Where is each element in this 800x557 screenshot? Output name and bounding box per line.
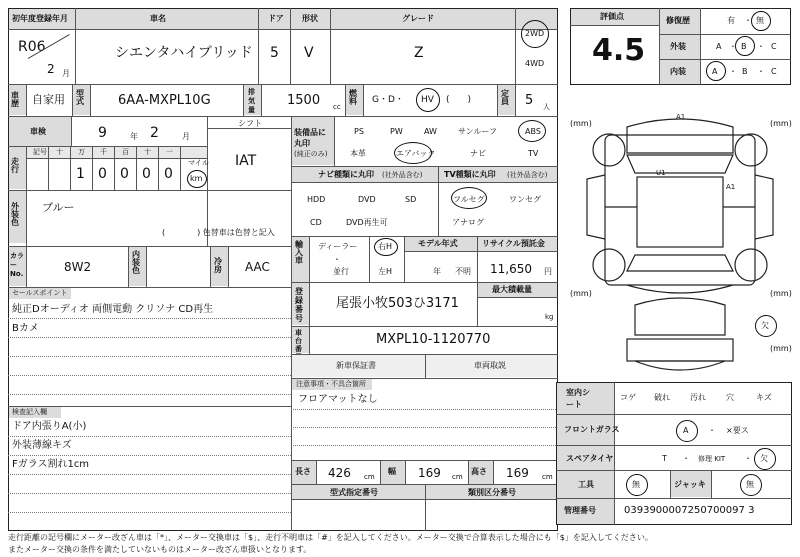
mileage-unit: 十 [56, 148, 63, 156]
model-year-unit: 年 [433, 267, 441, 276]
label-tv-sub: (社外品含む) [507, 171, 548, 179]
reg-era: R06 [18, 39, 46, 55]
label-interior-color: 内装色 [132, 250, 140, 275]
fullseg-circle [451, 187, 487, 209]
capacity-value: 5 [525, 93, 534, 108]
label-navi: ナビ種類に丸印 [318, 170, 374, 179]
label-chassis: 車台番 [295, 329, 302, 353]
use-value: 自家用 [32, 93, 65, 106]
abs-circle [518, 120, 546, 142]
label-shift: シフト [238, 119, 262, 128]
doors-value: 5 [270, 45, 279, 61]
ext-sep1: ・ [729, 42, 737, 51]
label-recycle: リサイクル預託金 [482, 239, 545, 248]
label-car-name: 車名 [150, 14, 166, 23]
max-load-kg: kg [545, 313, 554, 321]
reg-month-unit: 月 [62, 69, 70, 78]
label-notes: 注意事項・不具合箇所 [296, 380, 366, 388]
mm-bottom-left: (mm) [570, 289, 592, 298]
label-sales-point: セールスポイント [12, 289, 68, 297]
int-a: A [712, 67, 718, 76]
mileage-unit: 一 [166, 148, 173, 156]
shape-value: V [304, 45, 314, 61]
label-category: 類別区分番号 [468, 488, 516, 497]
label-first-reg: 初年度登録年月 [12, 14, 68, 23]
registration-value: 尾張小牧503ひ3171 [336, 296, 459, 311]
mileage-unit: 百 [122, 148, 129, 156]
tools-value: 無 [632, 480, 640, 489]
equipment-item: エアバック [396, 149, 436, 158]
length-value: 426 [328, 466, 351, 480]
mark-a1-side: A1 [726, 183, 736, 191]
seat-option: 穴 [726, 393, 734, 402]
seat-option: キズ [756, 393, 772, 402]
label-equipment: 装備品に丸印 [294, 128, 326, 148]
spare-ketsu: 欠 [760, 454, 768, 463]
label-repair: 修復歴 [666, 16, 690, 25]
label-equipment-sub: (純正のみ) [294, 150, 328, 158]
width-unit: cm [452, 473, 463, 481]
drive-4wd: 4WD [525, 59, 545, 68]
navi-cd: CD [310, 218, 322, 227]
tv-fullseg: フルセグ [453, 195, 485, 204]
equipment-item: 本革 [350, 149, 366, 158]
height-unit: cm [542, 473, 553, 481]
insp-year: 9 [98, 125, 107, 141]
mileage-digit: 0 [98, 166, 107, 182]
int-sep1: ・ [729, 67, 737, 76]
model-year-unknown: 不明 [455, 267, 471, 276]
repair-yes: 有 [727, 16, 735, 25]
navi-sd: SD [405, 195, 417, 204]
repair-sep: ・ [744, 16, 752, 25]
equipment-item: ナビ [470, 149, 486, 158]
sales-line-1: 純正Dオーディオ 両側電動 クリソナ CD再生 [12, 304, 214, 315]
reg-month: 2 [47, 62, 55, 76]
chassis-value: MXPL10-1120770 [376, 332, 491, 347]
mark-ketsu: 欠 [761, 321, 769, 330]
label-windshield: フロントガラス [564, 425, 620, 434]
label-shape: 形状 [302, 14, 318, 23]
insp-month-unit: 月 [182, 132, 190, 141]
spare-t: T [662, 454, 667, 463]
mm-bottom-right: (mm) [770, 289, 792, 298]
label-tv: TV種類に丸印 [444, 170, 496, 179]
seat-option: 破れ [654, 393, 670, 402]
airbag-circle [394, 142, 432, 164]
mark-u: U1 [656, 169, 666, 177]
seat-option: 汚れ [690, 393, 706, 402]
right-h-circle [374, 238, 398, 256]
label-tools: 工具 [578, 480, 594, 489]
repair-no: 無 [756, 16, 764, 25]
drive-2wd: 2WD [525, 29, 545, 38]
ext-b: B [741, 42, 747, 51]
navi-dvd-play: DVD再生可 [346, 218, 388, 227]
spare-dot2: ・ [744, 454, 752, 463]
label-length: 長さ [295, 467, 311, 476]
jack-value: 無 [746, 480, 754, 489]
mileage-unit: 万 [78, 148, 85, 156]
ext-c: C [771, 42, 777, 51]
label-inspection: 車検 [30, 127, 46, 136]
notes-value: フロアマットなし [298, 394, 378, 405]
equipment-item: サンルーフ [458, 127, 497, 136]
recycle-value: 11,650 [490, 262, 532, 276]
label-interior: 内装 [670, 67, 686, 76]
score-value: 4.5 [592, 33, 646, 68]
ext-a: A [716, 42, 722, 51]
sales-line-2: Bカメ [12, 323, 39, 334]
grade-value: Z [414, 45, 424, 61]
footer-line-2: またメーター交換の条件を満たしていないものはメーター改ざん車扱いとなります。 [8, 545, 312, 554]
ws-x: ×要ス [726, 426, 749, 435]
label-fuel: 燃料 [349, 89, 357, 106]
label-import: 輸入車 [295, 240, 303, 265]
label-exterior: 外装 [670, 42, 686, 51]
mileage-km: km [190, 174, 203, 183]
model-value: 6AA-MXPL10G [118, 93, 211, 108]
mileage-digit: 0 [164, 166, 173, 182]
label-capacity: 定員 [501, 89, 509, 106]
equipment-item: AW [424, 127, 437, 136]
spare-kit: 修理 KIT [698, 455, 726, 463]
equipment-item: PW [390, 127, 403, 136]
recycle-yen: 円 [544, 267, 552, 276]
length-unit: cm [364, 473, 375, 481]
mileage-unit: 十 [144, 148, 151, 156]
label-navi-sub: (社外品含む) [382, 171, 423, 179]
equipment-item: TV [528, 149, 539, 158]
tv-analog: アナログ [452, 218, 484, 227]
label-jack: ジャッキ [674, 480, 706, 489]
label-doors: ドア [268, 14, 284, 23]
fuel-hv: HV [421, 95, 434, 105]
width-value: 169 [418, 466, 441, 480]
label-score: 評価点 [600, 12, 624, 21]
shift-value: IAT [235, 153, 257, 169]
displacement-value: 1500 [287, 93, 321, 108]
insp-line-2: 外装薄線キズ [12, 440, 72, 451]
label-height: 高さ [471, 467, 487, 476]
fuel-options: G・D・ [372, 95, 404, 105]
mileage-sub: 記号 [33, 148, 47, 156]
mileage-digit: 0 [142, 166, 151, 182]
coolant-value: AAC [245, 260, 270, 274]
footer-line-1: 走行距離の記号欄にメーター改ざん車は「*」、メーター交換車は「$」、走行不明車は「#」を記入してください。メーター交換で合算表示した場合にも「$」を記入してください。 [8, 533, 653, 542]
fuel-paren: ( ) [446, 95, 472, 105]
ws-dot: ・ [708, 426, 716, 435]
displacement-unit: cc [333, 103, 341, 111]
equipment-item: PS [354, 127, 364, 136]
capacity-unit: 人 [543, 103, 550, 111]
label-color-no: カラーNo. [10, 252, 24, 278]
equipment-item: ABS [525, 127, 541, 136]
label-coolant: 冷房 [214, 257, 222, 274]
int-b: B [742, 67, 748, 76]
height-value: 169 [506, 466, 529, 480]
insp-year-unit: 年 [130, 132, 138, 141]
navi-hdd: HDD [307, 195, 326, 204]
label-seat: 室内シート [566, 388, 590, 409]
label-model-year: モデル年式 [418, 239, 458, 248]
label-type-designation: 型式指定番号 [330, 488, 378, 497]
mm-top-right: (mm) [770, 119, 792, 128]
spare-dot: ・ [682, 454, 690, 463]
import-dealer: ディーラー [318, 242, 358, 251]
color-no-value: 8W2 [64, 260, 92, 274]
seat-option: コゲ [620, 393, 636, 402]
label-max-load: 最大積載量 [492, 285, 532, 294]
label-mileage: 走行 [11, 157, 19, 174]
label-displacement: 排気量 [248, 88, 255, 114]
int-sep2: ・ [757, 67, 765, 76]
car-name: シエンタハイブリッド [115, 45, 253, 61]
import-dot: ・ [333, 255, 341, 264]
label-mgmt: 管理番号 [564, 506, 596, 515]
label-manual: 車両取説 [474, 361, 506, 370]
mm-top-left: (mm) [570, 119, 592, 128]
label-use: 車歴 [11, 91, 19, 108]
insp-line-1: ドア内張りA(小) [12, 421, 87, 432]
mileage-unit: 千 [100, 148, 107, 156]
import-left-h: 左H [378, 267, 393, 276]
label-inspector: 検査記入欄 [12, 408, 47, 416]
mark-a1-top: A1 [676, 113, 686, 121]
tv-oneseg: ワンセグ [509, 195, 541, 204]
label-grade: グレード [402, 14, 434, 23]
mileage-digit: 1 [76, 166, 85, 182]
ws-a: A [683, 426, 689, 435]
label-model: 型式 [76, 89, 84, 106]
import-parallel: 並行 [333, 267, 349, 276]
label-warranty: 新車保証書 [336, 361, 376, 370]
label-spare: スペアタイヤ [566, 454, 614, 463]
mgmt-value: 0393900007250700097 3 [624, 505, 755, 516]
color-note: ( ) 色替車は色替と記入 [162, 228, 275, 237]
navi-dvd: DVD [358, 195, 376, 204]
label-width: 幅 [388, 467, 396, 476]
mm-side-right: (mm) [770, 344, 792, 353]
label-registration: 登録番号 [295, 287, 303, 323]
int-c: C [771, 67, 777, 76]
label-color: 外装色 [11, 202, 19, 227]
color-value: ブルー [42, 201, 75, 214]
insp-line-3: Fガラス割れ1cm [12, 459, 90, 470]
import-right-h: 右H [378, 242, 393, 251]
ext-sep2: ・ [757, 42, 765, 51]
mileage-mile: マイル [188, 159, 209, 167]
insp-month: 2 [150, 125, 159, 141]
mileage-digit: 0 [120, 166, 129, 182]
